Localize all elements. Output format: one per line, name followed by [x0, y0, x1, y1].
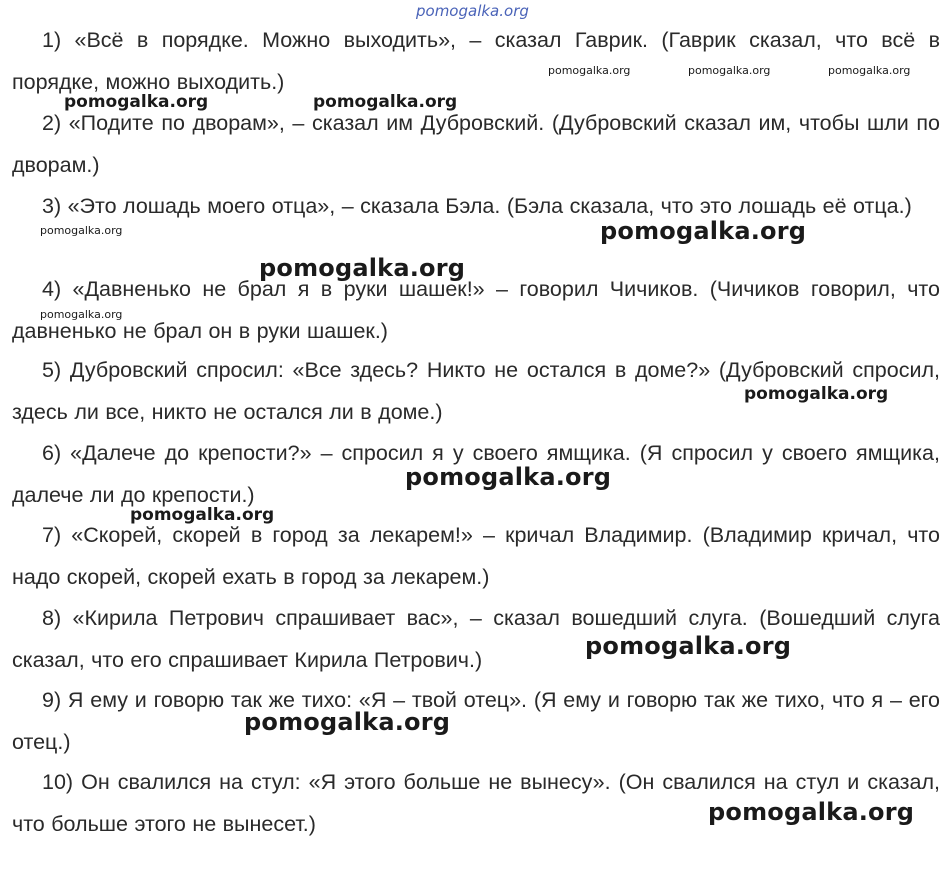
- watermark: pomogalka.org: [585, 632, 792, 660]
- sentence-7: 7) «Скорей, скорей в город за лекарем!» – кричал Владимир. (Владимир кричал, что надо скорей, скорей ехать в город за лекарем.): [12, 523, 940, 589]
- watermark: pomogalka.org: [259, 254, 466, 282]
- watermark: pomogalka.org: [405, 463, 612, 491]
- watermark: pomogalka.org: [40, 224, 123, 237]
- sentence-5: 5) Дубровский спросил: «Все здесь? Никто не остался в доме?» (Дубровский спросил, здесь ли все, никто не остался ли в доме.): [12, 358, 940, 424]
- watermark: pomogalka.org: [130, 505, 275, 525]
- watermark: pomogalka.org: [40, 308, 123, 321]
- sentence-2: 2) «Подите по дворам», – сказал им Дубровский. (Дубровский сказал им, чтобы шли по дворам.): [12, 111, 940, 177]
- sentence-6: 6) «Далече до крепости?» – спросил я у своего ямщика. (Я спросил у своего ямщика, далече ли до крепости.): [12, 441, 940, 507]
- watermark: pomogalka.org: [244, 708, 451, 736]
- watermark: pomogalka.org: [828, 64, 911, 77]
- sentence-1: 1) «Всё в порядке. Можно выходить», – сказал Гаврик. (Гаврик сказал, что всё в порядке, можно выходить.): [12, 28, 940, 94]
- watermark: pomogalka.org: [64, 92, 209, 112]
- watermark: pomogalka.org: [744, 384, 889, 404]
- watermark: pomogalka.org: [548, 64, 631, 77]
- sentence-9: 9) Я ему и говорю так же тихо: «Я – твой отец». (Я ему и говорю так же тихо, что я – его отец.): [12, 688, 940, 754]
- sentence-10: 10) Он свалился на стул: «Я этого больше не вынесу». (Он свалился на стул и сказал, что больше этого не вынесет.): [12, 770, 940, 836]
- sentence-4: 4) «Давненько не брал я в руки шашек!» – говорил Чичиков. (Чичиков говорил, что давненько не брал он в руки шашек.): [12, 277, 940, 343]
- watermark: pomogalka.org: [688, 64, 771, 77]
- sentence-3: 3) «Это лошадь моего отца», – сказала Бэла. (Бэла сказала, что это лошадь её отца.): [42, 194, 912, 218]
- watermark: pomogalka.org: [600, 217, 807, 245]
- header-watermark: pomogalka.org: [416, 2, 529, 20]
- watermark: pomogalka.org: [708, 798, 915, 826]
- watermark: pomogalka.org: [313, 92, 458, 112]
- sentence-8: 8) «Кирила Петрович спрашивает вас», – сказал вошедший слуга. (Вошедший слуга сказал, что его спрашивает Кирила Петрович.): [12, 606, 940, 672]
